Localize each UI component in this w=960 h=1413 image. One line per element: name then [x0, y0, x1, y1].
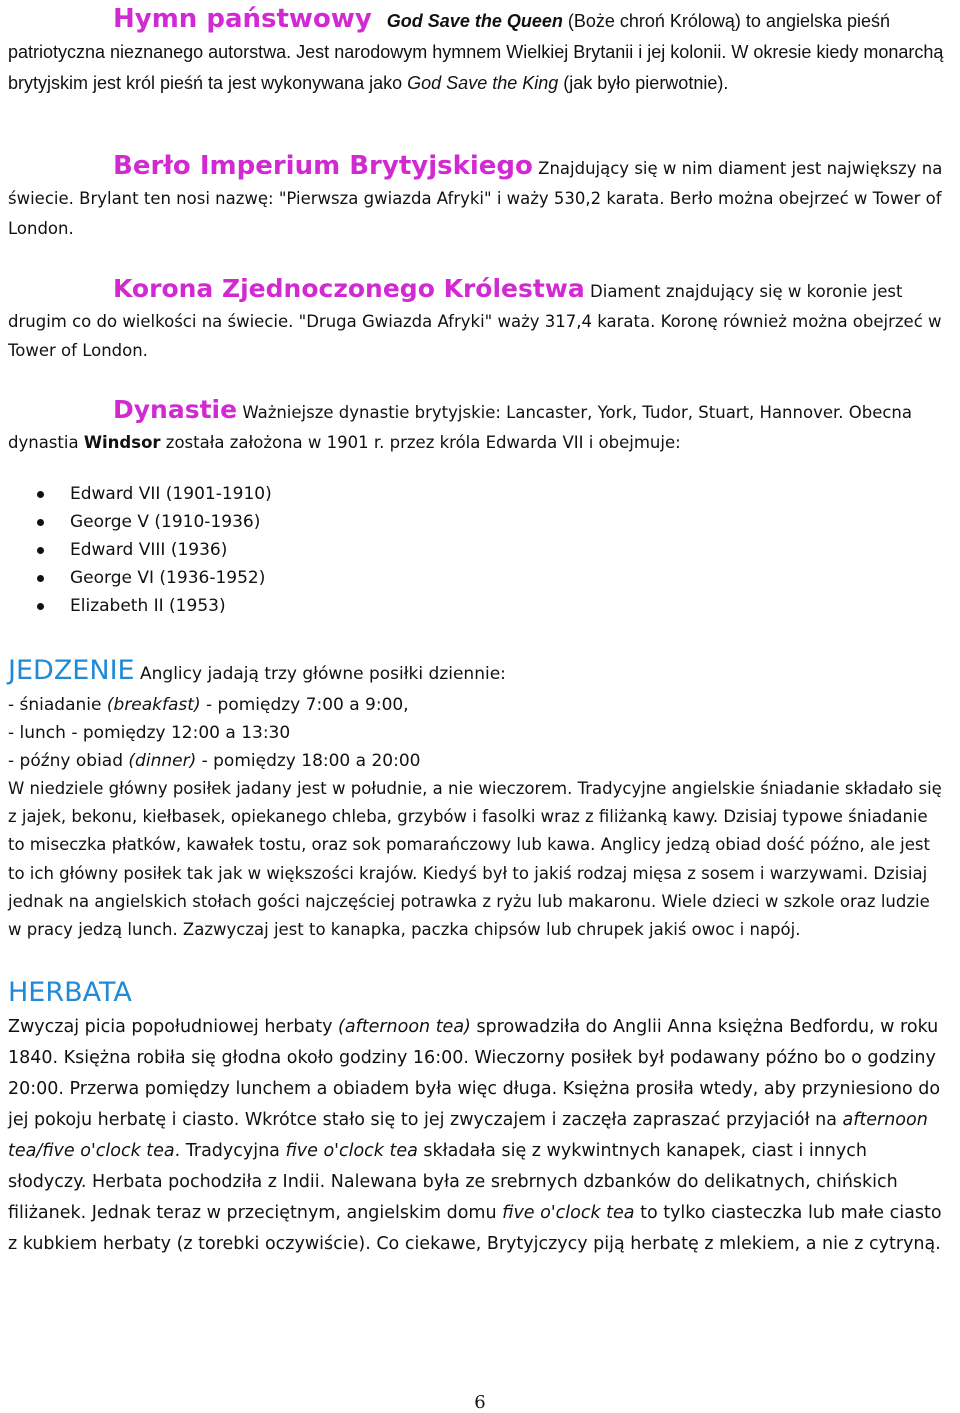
dynasty-windsor: Windsor	[83, 433, 161, 452]
page-number: 6	[474, 1392, 486, 1413]
list-item: Edward VII (1901-1910)	[8, 480, 272, 508]
meal-lunch: - lunch - pomiędzy 12:00 a 13:30	[8, 723, 291, 743]
list-item: Elizabeth II (1953)	[8, 592, 272, 620]
anthem-paragraph	[8, 4, 948, 99]
food-intro: Anglicy jadają trzy główne posiłki dziennie:	[134, 664, 506, 684]
anthem-text-2: (jak było pierwotnie).	[558, 73, 729, 93]
meal-dinner: - późny obiad (dinner) - pomiędzy 18:00 a 20:00	[8, 751, 421, 771]
sceptre-paragraph	[8, 151, 948, 244]
meal-breakfast: - śniadanie (breakfast) - pomiędzy 7:00 a 9:00,	[8, 695, 409, 715]
rulers-list	[8, 480, 272, 620]
food-heading: JEDZENIE	[8, 655, 135, 686]
food-section	[8, 654, 948, 944]
dynasties-text-2: została założona w 1901 r. przez króla Edwarda VII i obejmuje:	[160, 433, 681, 452]
dynasties-title: Dynastie	[113, 395, 238, 424]
food-body: W niedziele główny posiłek jadany jest w południe, a nie wieczorem. Tradycyjne angielskie śniadanie składało się z jajek, bekonu, kiełbasek, opiekanego chleba, grzybów i fasolki wraz z filiżanką kawy. Dzisiaj typowe śniadanie to miseczka płatków, kawałek tostu, oraz sok pomarańczowy lub kawa. Anglicy jedzą obiad dość późno, ale jest to ich główny posiłek tak jak w większości krajów. Kiedyś był to jakiś rodzaj mięsa z sosem i warzywami. Dzisiaj jednak na angielskich stołach gości najczęściej potrawka z ryżu lub makaronu. Wiele dzieci w szkole oraz ludzie w pracy jedzą lunch. Zazwyczaj jest to kanapka, paczka chipsów lub chrupek jakiś owoc i napój.	[8, 779, 942, 940]
crown-text: Diament znajdujący się w koronie jest drugim co do wielkości na świecie. "Druga Gwiazda Afryki" waży 317,4 karata. Koronę również można obejrzeć w Tower of London.	[8, 282, 942, 360]
tea-heading: HERBATA	[8, 977, 132, 1008]
dynasties-text-1: Ważniejsze dynastie brytyjskie: Lancaster, York, Tudor, Stuart, Hannover. Obecna dynastia	[8, 403, 912, 452]
tea-body: Zwyczaj picia popołudniowej herbaty (afternoon tea) sprowadziła do Anglii Anna księżna Bedfordu, w roku 1840. Księżna robiła się głodna około godziny 16:00. Wieczorny posiłek był podawany późno bo o godziny 20:00. Przerwa pomiędzy lunchem a obiadem była więc długa. Księżna prosiła wtedy, aby przyniesiono do jej pokoju herbatę i ciasto. Wkrótce stało się to jej zwyczajem i zaczęła zapraszać przyjaciół na afternoon tea/five o'clock tea. Tradycyjna five o'clock tea składała się z wykwintnych kanapek, ciast i innych słodyczy. Herbata pochodziła z Indii. Nalewana była ze srebrnych dzbanków do delikatnych, chińskich filiżanek. Jednak teraz w przeciętnym, angielskim domu five o'clock tea to tylko ciasteczka lub małe ciasto z kubkiem herbaty (z torebki oczywiście). Co ciekawe, Brytyjczycy piją herbatę z mlekiem, a nie z cytryną.	[8, 1017, 942, 1254]
crown-title: Korona Zjednoczonego Królestwa	[113, 274, 585, 303]
anthem-text-1: (Boże chroń Królową) to angielska pieśń patriotyczna nieznanego autorstwa. Jest narodowym hymnem Wielkiej Brytanii i jej kolonii. W okresie kiedy monarchą brytyjskim jest król pieśń ta jest wykonywana jako	[8, 11, 944, 93]
sceptre-text: Znajdujący się w nim diament jest największy na świecie. Brylant ten nosi nazwę: "Pierwsza gwiazda Afryki" i waży 530,2 karata. Berło można obejrzeć w Tower of London.	[8, 159, 943, 238]
list-item: George VI (1936-1952)	[8, 564, 272, 592]
anthem-song-king: God Save the King	[407, 73, 559, 93]
tea-section	[8, 976, 948, 1260]
anthem-title: Hymn państwowy	[113, 4, 372, 34]
sceptre-title: Berło Imperium Brytyjskiego	[113, 151, 533, 181]
dynasties-paragraph	[8, 395, 948, 458]
list-item: George V (1910-1936)	[8, 508, 272, 536]
crown-paragraph	[8, 274, 948, 366]
anthem-song-name: God Save the Queen	[386, 11, 563, 31]
list-item: Edward VIII (1936)	[8, 536, 272, 564]
